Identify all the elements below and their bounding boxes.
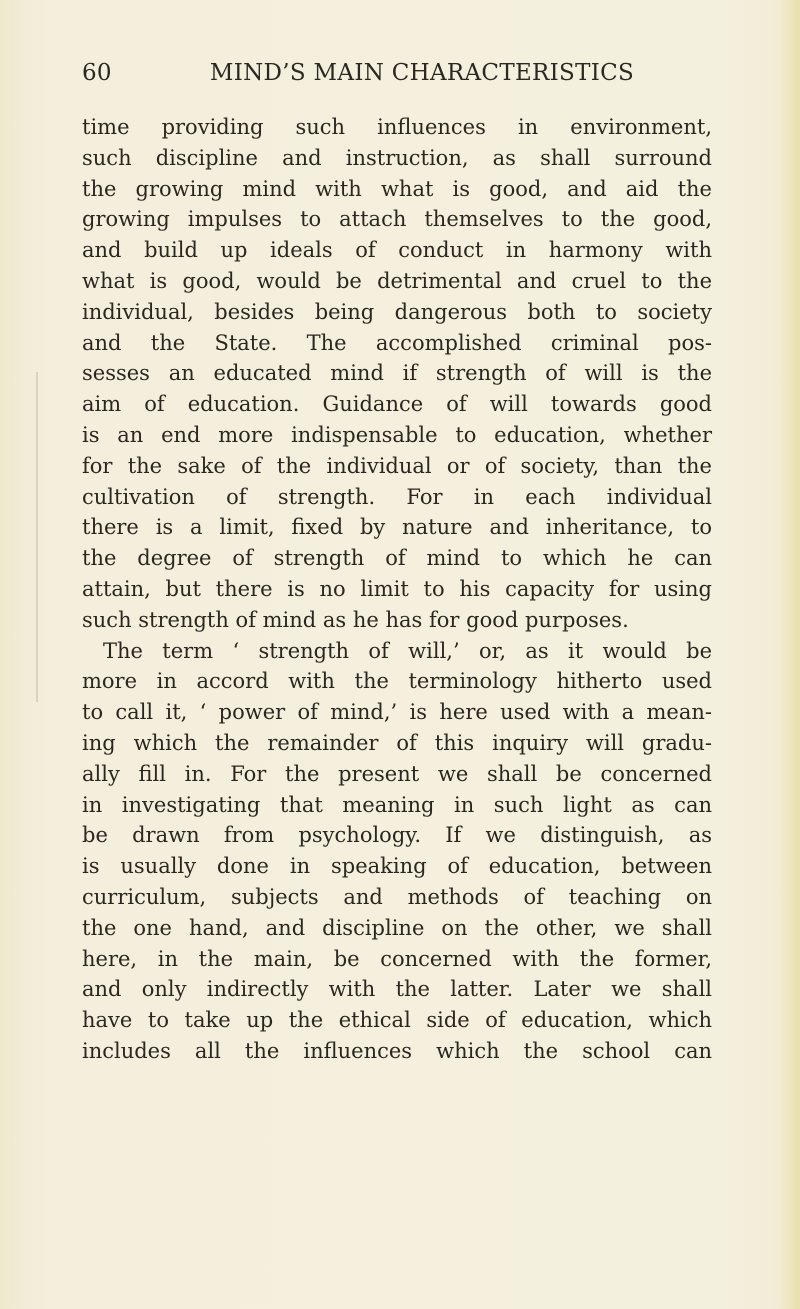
text-line: such strength of mind as he has for good purposes.: [82, 607, 629, 632]
text-line: sesses an educated mind if strength of will is the: [82, 361, 712, 386]
text-line: attain, but there is no limit to his capacity for using: [82, 576, 712, 601]
text-line: and the State. The accomplished criminal pos-: [82, 330, 712, 355]
text-line: for the sake of the individual or of society, than the: [82, 453, 712, 478]
text-line: growing impulses to attach themselves to the good,: [82, 207, 712, 232]
text-line: and build up ideals of conduct in harmony with: [82, 238, 712, 263]
text-line: individual, besides being dangerous both to society: [82, 299, 712, 324]
body-text: [82, 112, 712, 1067]
running-head: MIND’S MAIN CHARACTERISTICS: [209, 60, 635, 86]
text-line: there is a limit, fixed by nature and inheritance, to: [82, 515, 712, 540]
text-line: more in accord with the terminology hitherto used: [82, 669, 712, 694]
text-line: curriculum, subjects and methods of teaching on: [82, 884, 712, 909]
text-line: ally fill in. For the present we shall be concerned: [82, 761, 712, 786]
text-line: and only indirectly with the latter. Later we shall: [82, 977, 712, 1002]
text-line: the degree of strength of mind to which he can: [82, 546, 712, 571]
text-line: is usually done in speaking of education, between: [82, 854, 712, 879]
text-line: includes all the influences which the school can: [82, 1038, 712, 1063]
text-line: aim of education. Guidance of will towards good: [82, 392, 712, 417]
page-edge-shading: [778, 0, 800, 1309]
text-line: here, in the main, be concerned with the former,: [82, 946, 712, 971]
page-header: [82, 60, 722, 100]
text-line: to call it, ‘ power of mind,’ is here used with a mean-: [82, 700, 712, 725]
text-line: The term ‘ strength of will,’ or, as it would be: [103, 638, 712, 663]
text-line: such discipline and instruction, as shall surround: [82, 145, 712, 170]
text-line: the growing mind with what is good, and aid the: [82, 176, 712, 201]
text-line: be drawn from psychology. If we distinguish, as: [82, 823, 712, 848]
text-line: in investigating that meaning in such light as can: [82, 792, 712, 817]
text-line: time providing such influences in environment,: [82, 115, 712, 139]
text-line: what is good, would be detrimental and cruel to the: [82, 268, 712, 293]
text-line: ing which the remainder of this inquiry will gradu-: [82, 730, 712, 755]
text-line: is an end more indispensable to education, whether: [82, 422, 712, 447]
text-line: have to take up the ethical side of education, which: [82, 1008, 712, 1033]
margin-pencil-mark: [36, 372, 38, 702]
text-line: the one hand, and discipline on the other, we shall: [82, 915, 712, 940]
text-line: cultivation of strength. For in each individual: [82, 484, 712, 509]
page-number: 60: [82, 60, 112, 86]
